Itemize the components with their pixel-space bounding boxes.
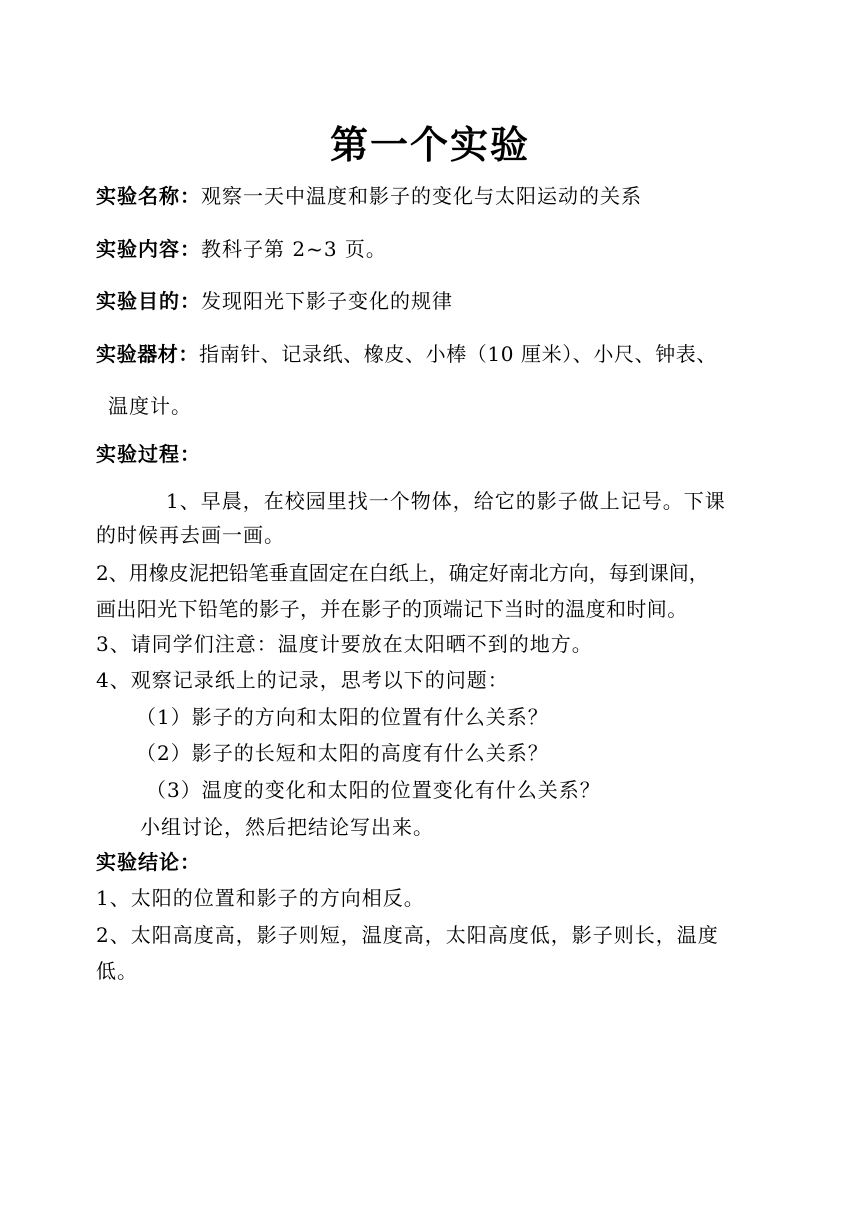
process-line: 小组讨论，然后把结论写出来。 bbox=[140, 815, 434, 839]
field-name bbox=[96, 184, 642, 208]
process-line: 的时候再去画一画。 bbox=[96, 523, 285, 547]
process-subquestion: （2）影子的长短和太阳的高度有什么关系？ bbox=[136, 741, 549, 765]
conclusion-line: 低。 bbox=[96, 959, 138, 983]
field-purpose-value: 发现阳光下影子变化的规律 bbox=[201, 289, 453, 313]
field-materials bbox=[96, 342, 717, 366]
field-name-value: 观察一天中温度和影子的变化与太阳运动的关系 bbox=[201, 184, 642, 208]
conclusion-heading: 实验结论： bbox=[96, 850, 201, 874]
process-line: 3、请同学们注意：温度计要放在太阳晒不到的地方。 bbox=[96, 632, 593, 656]
process-line: 画出阳光下铅笔的影子，并在影子的顶端记下当时的温度和时间。 bbox=[96, 597, 688, 621]
field-purpose-label: 实验目的： bbox=[96, 289, 201, 313]
process-subquestion: （1）影子的方向和太阳的位置有什么关系？ bbox=[136, 705, 549, 729]
process-line: 1、早晨，在校园里找一个物体，给它的影子做上记号。下课 bbox=[166, 489, 726, 513]
field-content bbox=[96, 237, 387, 261]
field-name-label: 实验名称： bbox=[96, 184, 201, 208]
conclusion-line: 1、太阳的位置和影子的方向相反。 bbox=[96, 886, 425, 910]
process-line: 4、观察记录纸上的记录，思考以下的问题： bbox=[96, 668, 509, 692]
process-line: 2、用橡皮泥把铅笔垂直固定在白纸上，确定好南北方向，每到课间， bbox=[96, 561, 709, 585]
process-subquestion: （3）温度的变化和太阳的位置变化有什么关系？ bbox=[146, 778, 601, 802]
field-materials-label: 实验器材： bbox=[96, 342, 199, 366]
process-heading: 实验过程： bbox=[96, 442, 201, 466]
field-content-label: 实验内容： bbox=[96, 237, 201, 261]
field-materials-continuation: 温度计。 bbox=[108, 394, 192, 418]
field-materials-value: 指南针、记录纸、橡皮、小棒（10 厘米）、小尺、钟表、 bbox=[199, 342, 718, 366]
page-title: 第一个实验 bbox=[329, 123, 530, 167]
conclusion-line: 2、太阳高度高，影子则短，温度高，太阳高度低，影子则长，温度 bbox=[96, 923, 719, 947]
field-content-value: 教科子第 2~3 页。 bbox=[201, 237, 387, 261]
field-purpose bbox=[96, 289, 453, 313]
